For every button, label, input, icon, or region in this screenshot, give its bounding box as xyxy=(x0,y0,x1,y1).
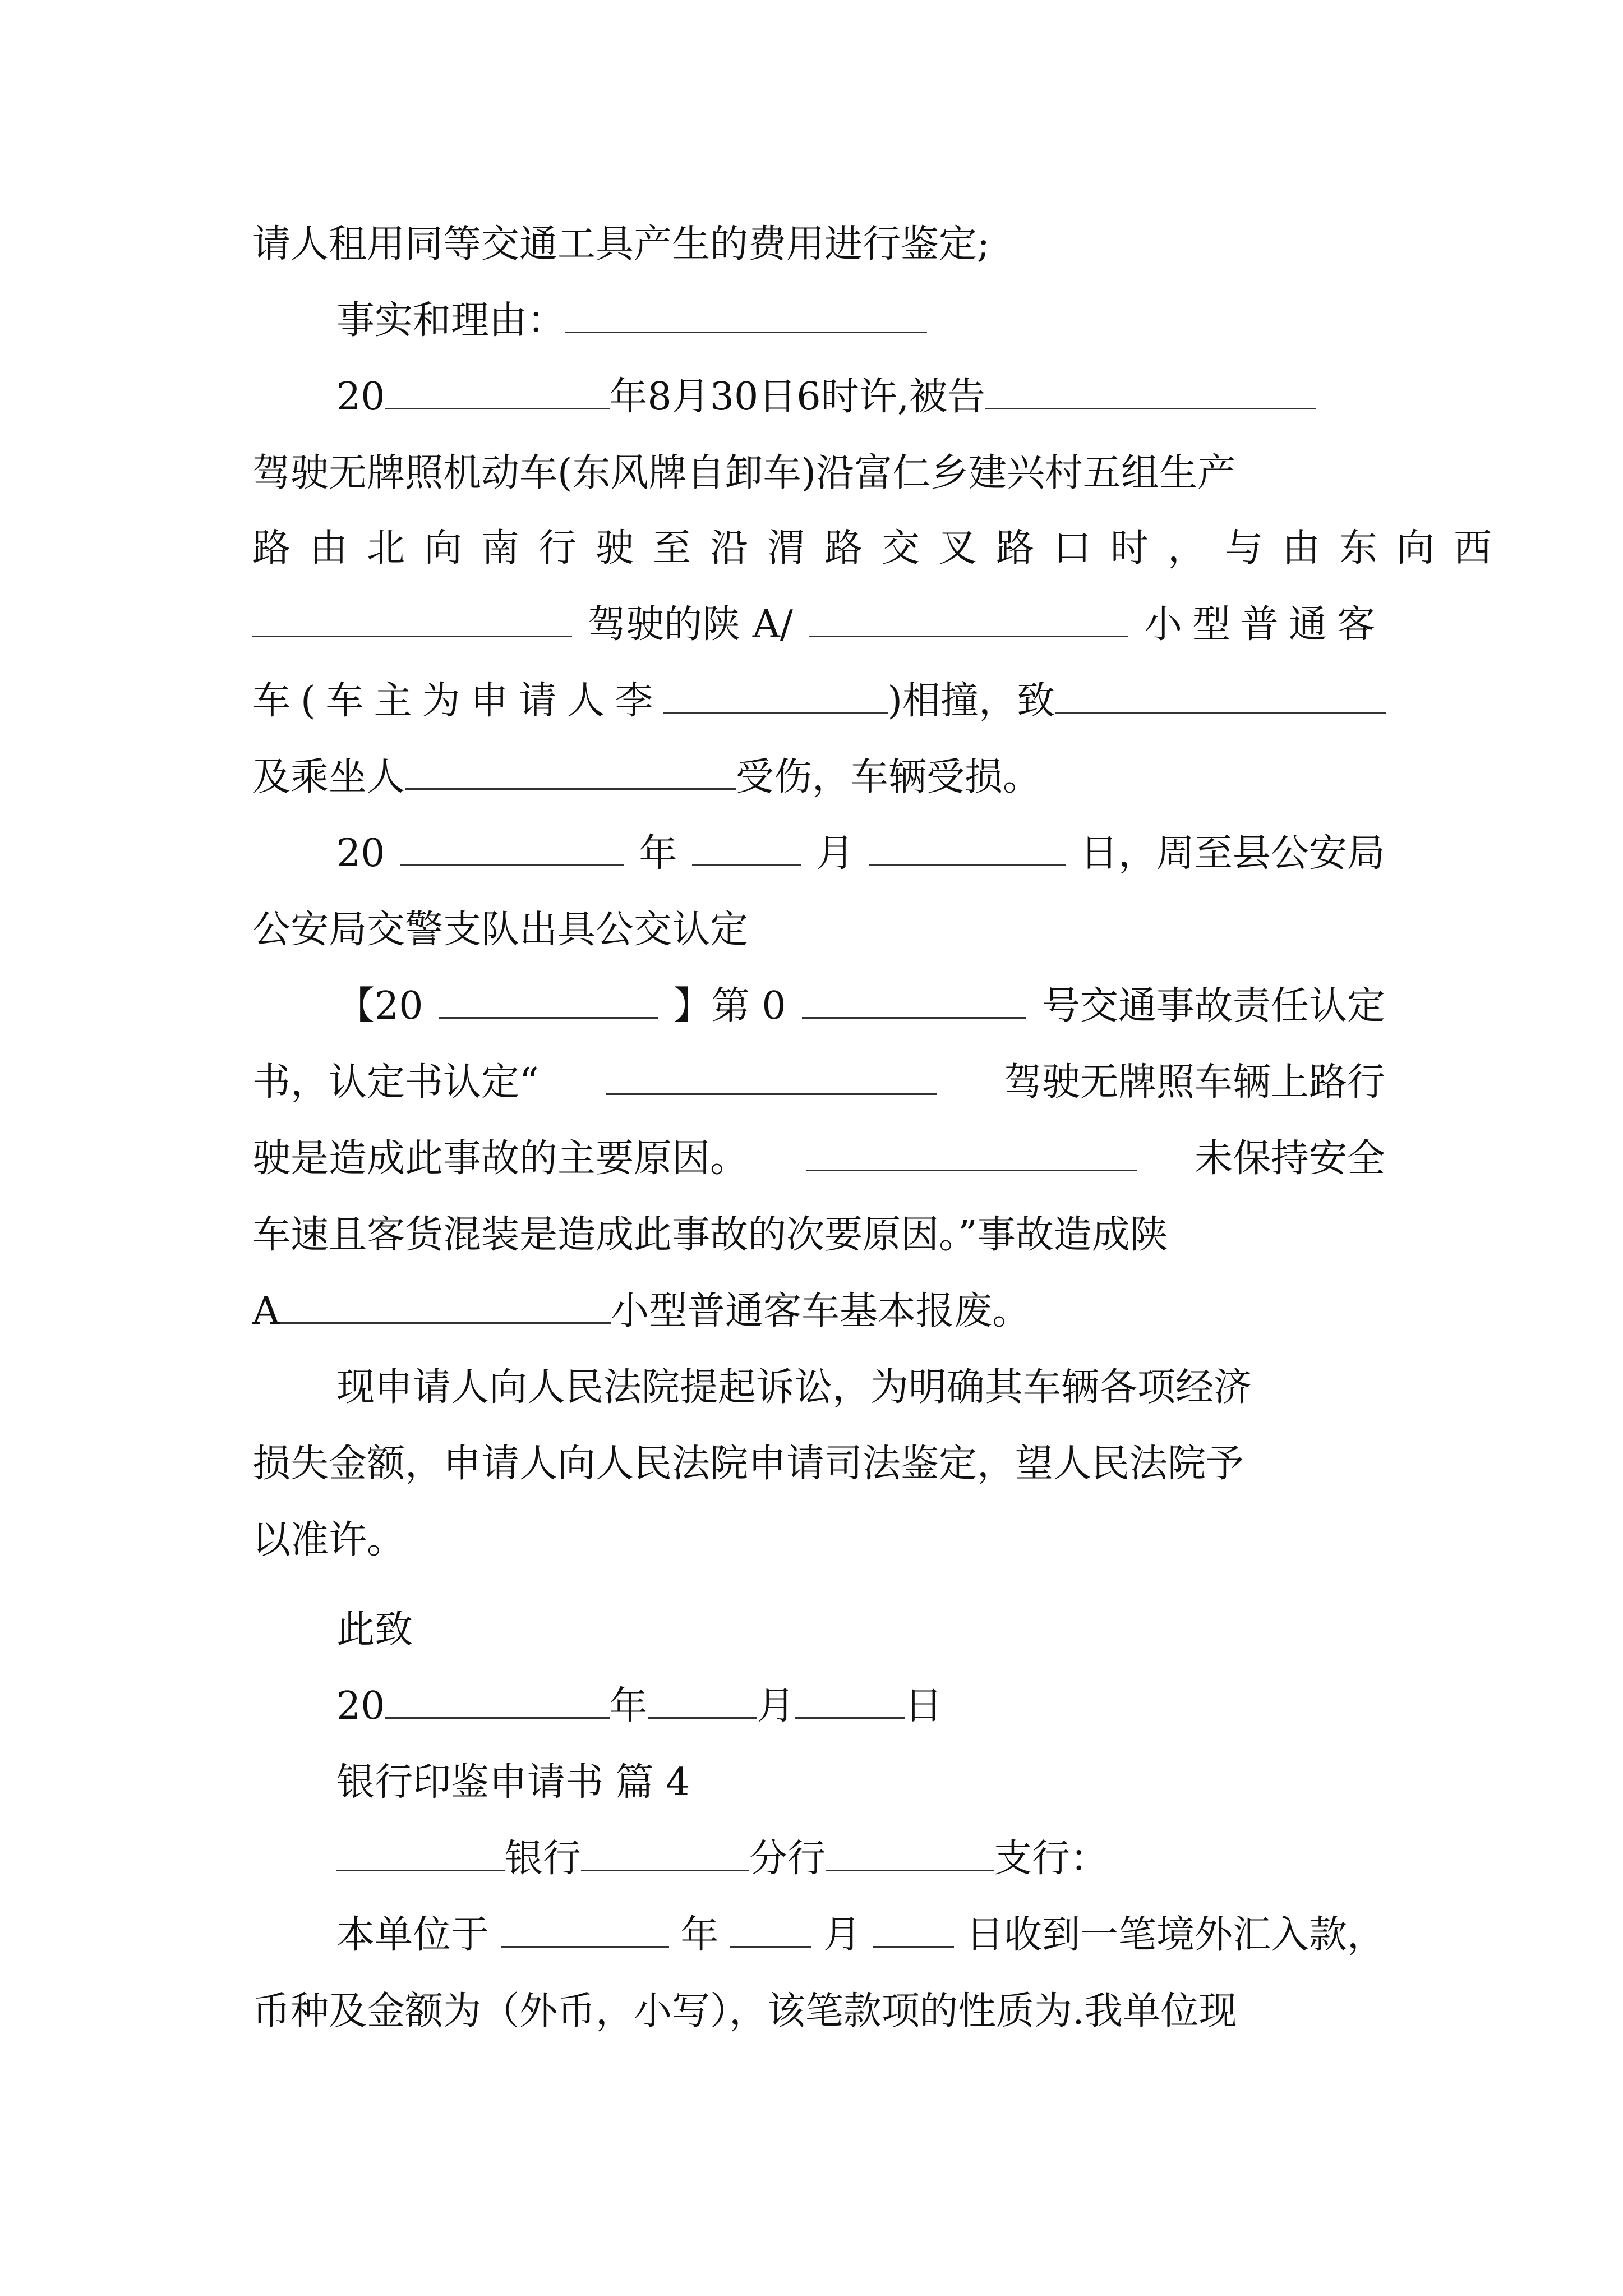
text: 年 xyxy=(609,1684,648,1728)
paragraph-line xyxy=(252,597,1385,653)
blank-field xyxy=(648,1682,757,1719)
paragraph-line xyxy=(252,902,1385,958)
text: 分行 xyxy=(749,1837,826,1881)
text: A xyxy=(252,1289,280,1333)
blank-field xyxy=(400,830,624,866)
paragraph-line xyxy=(252,1436,1385,1492)
text: 月 xyxy=(757,1684,795,1728)
blank-field xyxy=(1055,677,1386,714)
blank-field xyxy=(439,982,658,1019)
text: 小型普通客 xyxy=(1144,602,1385,647)
blank-field xyxy=(869,830,1066,866)
facts-heading-line xyxy=(336,293,1385,349)
text: 未保持安全 xyxy=(1194,1137,1385,1181)
text: 月 xyxy=(823,1913,861,1957)
text: 年 xyxy=(680,1913,719,1957)
text: 驾驶无牌照车辆上路行 xyxy=(1003,1060,1385,1105)
blank-field xyxy=(826,1835,994,1871)
text: 请人租用同等交通工具产生的费用进行鉴定; xyxy=(252,222,990,266)
text: 现申请人向人民法院提起诉讼，为明确其车辆各项经济 xyxy=(336,1365,1252,1410)
text: 银行 xyxy=(505,1837,582,1881)
paragraph-line xyxy=(336,1360,1385,1416)
text: 日 xyxy=(904,1684,943,1728)
text: 及乘坐人 xyxy=(252,755,405,799)
paragraph-line xyxy=(336,826,1385,882)
blank-field xyxy=(730,1911,811,1948)
paragraph-line xyxy=(336,369,1385,425)
blank-field xyxy=(663,677,888,714)
paragraph-line xyxy=(252,749,1385,806)
paragraph-line xyxy=(252,1984,1385,2040)
blank-field xyxy=(280,1287,611,1324)
text: 路由北向南行驶至沿渭路交叉路口时，与由东向西 xyxy=(252,526,1511,570)
text: 以准许。 xyxy=(252,1518,405,1562)
text: 月 xyxy=(816,831,855,876)
date-line xyxy=(336,1678,1385,1734)
text: 日收到一笔境外汇入款， xyxy=(965,1913,1385,1957)
text: 【20 xyxy=(336,984,423,1028)
text: 20 xyxy=(336,375,385,419)
paragraph-line xyxy=(336,1907,1385,1963)
blank-field xyxy=(873,1911,954,1948)
text: 本单位于 xyxy=(336,1913,490,1957)
text: 年8月30日6时许,被告 xyxy=(609,375,986,419)
blank-field xyxy=(606,1059,937,1095)
paragraph-line xyxy=(252,1207,1385,1263)
text: 小型普通客车基本报废。 xyxy=(611,1289,1031,1333)
text: 书，认定书认定“ xyxy=(252,1060,539,1105)
text: 车速且客货混装是造成此事故的次要原因。”事故造成陕 xyxy=(252,1213,1168,1257)
text: 20 xyxy=(336,1684,385,1728)
blank-field xyxy=(385,373,610,409)
paragraph-line xyxy=(252,1055,1385,1111)
closing-line xyxy=(336,1602,1385,1658)
section-title-text: 银行印鉴申请书 篇 4 xyxy=(336,1760,690,1805)
section-title xyxy=(336,1755,1385,1811)
text: )相撞，致 xyxy=(887,679,1055,723)
facts-heading: 事实和理由： xyxy=(336,298,566,343)
blank-field xyxy=(985,373,1316,409)
text: 车(车主为申请人李 xyxy=(252,679,663,723)
text: 】第 0 xyxy=(673,984,786,1028)
text: 日，周至县公安局 xyxy=(1080,831,1385,876)
blank-field xyxy=(581,1835,749,1871)
bank-line xyxy=(336,1831,1385,1887)
text: 20 xyxy=(336,831,385,876)
paragraph-line xyxy=(252,445,1385,501)
blank-field xyxy=(802,982,1026,1019)
blank-field xyxy=(795,1682,905,1719)
blank-field xyxy=(809,601,1128,637)
text: 损失金额，申请人向人民法院申请司法鉴定，望人民法院予 xyxy=(252,1442,1244,1486)
paragraph-line xyxy=(252,1283,1385,1340)
text: 驶是造成此事故的主要原因。 xyxy=(252,1137,749,1181)
paragraph-line xyxy=(252,1512,1385,1568)
blank-field xyxy=(252,601,572,637)
blank-field xyxy=(565,297,927,333)
text: 受伤，车辆受损。 xyxy=(736,755,1041,799)
blank-field xyxy=(692,830,801,866)
paragraph-line xyxy=(252,673,1385,729)
text: 年 xyxy=(639,831,677,876)
blank-field xyxy=(405,753,736,790)
blank-field xyxy=(385,1682,610,1719)
text: 支行： xyxy=(994,1837,1109,1881)
blank-field xyxy=(501,1911,669,1948)
text: 驾驶无牌照机动车(东风牌自卸车)沿富仁乡建兴村五组生产 xyxy=(252,451,1236,495)
text: 驾驶的陕 A/ xyxy=(588,602,793,647)
text: 号交通事故责任认定 xyxy=(1041,984,1385,1028)
paragraph-line xyxy=(252,521,1511,577)
text: 公安局交警支队出具公交认定 xyxy=(252,908,749,952)
paragraph-line xyxy=(252,1131,1385,1187)
text: 币种及金额为（外币，小写），该笔款项的性质为.我单位现 xyxy=(252,1989,1237,2033)
blank-field xyxy=(806,1135,1137,1171)
paragraph-line xyxy=(252,217,1385,273)
closing-text: 此致 xyxy=(336,1608,413,1652)
paragraph-line xyxy=(336,978,1385,1034)
blank-field xyxy=(336,1835,505,1871)
